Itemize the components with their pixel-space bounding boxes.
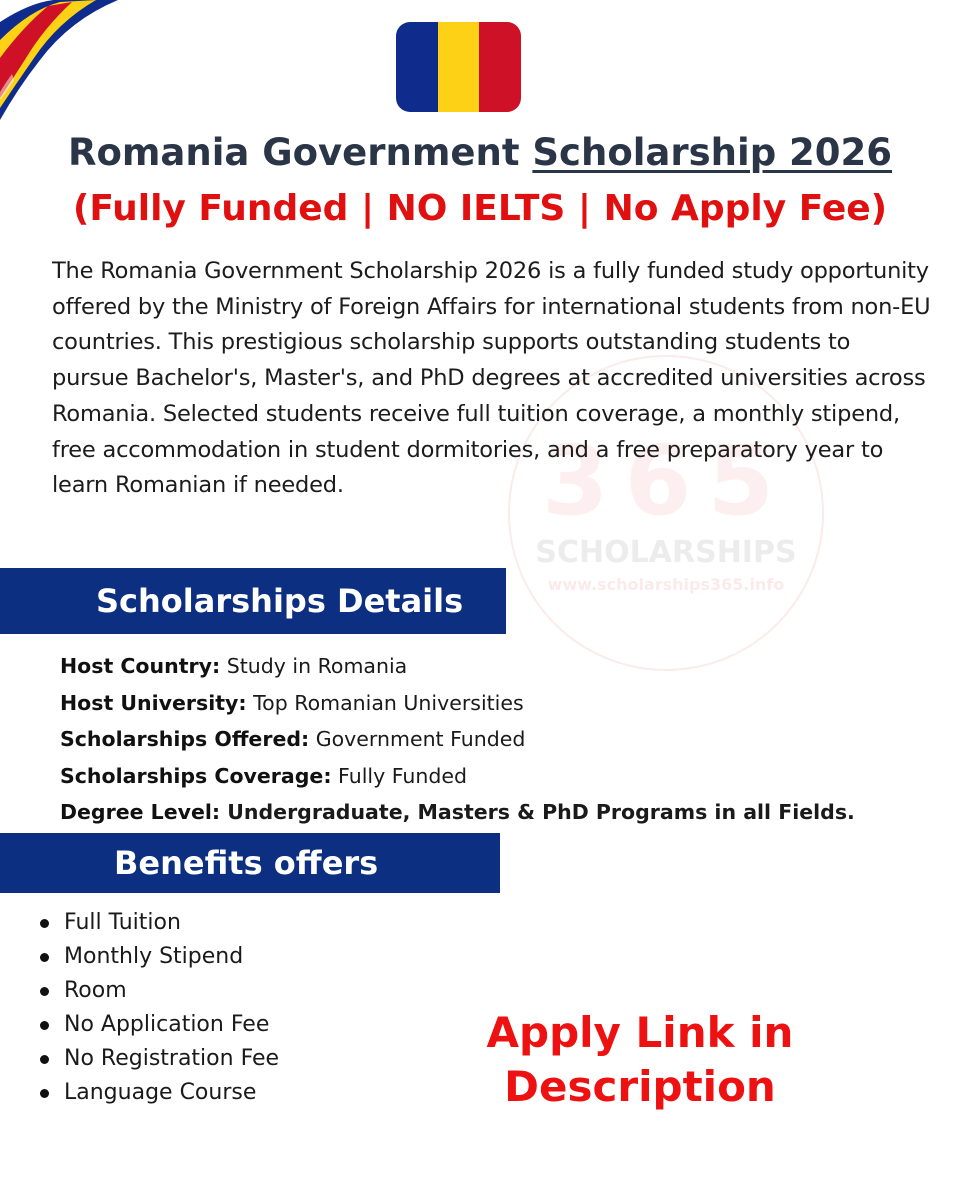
benefit-item: No Application Fee [36,1008,279,1042]
detail-label: Host University: [60,690,247,715]
details-list [60,648,940,831]
detail-value: Fully Funded [331,763,468,788]
benefit-item: Language Course [36,1076,279,1110]
detail-value: Study in Romania [220,654,408,678]
detail-label: Scholarships Coverage: [60,763,332,788]
detail-degree-level [60,794,940,831]
apply-line-1: Apply Link in [486,1008,794,1057]
watermark-number: 365 [541,425,791,537]
flag-blue-stripe [396,22,438,112]
apply-call-to-action [470,1006,810,1114]
flag-ribbon-decoration [0,0,130,130]
detail-host-university [60,685,940,722]
detail-host-country [60,648,940,685]
flag-red-stripe [479,22,521,112]
benefit-item: No Registration Fee [36,1042,279,1076]
detail-scholarships-offered [60,721,940,758]
page-title [0,128,960,178]
romania-flag-icon [396,22,521,112]
benefit-item: Full Tuition [36,906,279,940]
intro-paragraph: The Romania Government Scholarship 2026 is a fully funded study opportunity offered by the Ministry of Foreign Affairs for international students from non-EU countries. This prestigious scholarship supports outstanding students to pursue Bachelor's, Master's, and PhD degrees at accredited universities across Romania. Selected students receive full tuition coverage, a monthly stipend, free accommodation in student dormitories, and a free preparatory year to learn Romanian if needed. [52,258,931,499]
watermark-word: SCHOLARSHIPS [535,535,797,570]
detail-value: Undergraduate, Masters & PhD Programs in all Fields. [220,800,855,824]
benefit-item: Room [36,974,279,1008]
detail-label: Host Country: [60,654,221,678]
detail-value: Top Romanian Universities [246,690,524,715]
detail-value: Government Funded [309,727,526,751]
page-subtitle: (Fully Funded | NO IELTS | No Apply Fee) [72,188,888,229]
title-plain: Romania Government [67,131,533,174]
benefit-item: Monthly Stipend [36,940,279,974]
title-underlined: Scholarship 2026 [532,131,893,174]
watermark-url: www.scholarships365.info [547,575,785,594]
detail-scholarships-coverage [60,758,940,795]
flag-yellow-stripe [438,22,480,112]
benefits-list [36,906,279,1110]
detail-label: Degree Level: [60,800,221,824]
detail-label: Scholarships Offered: [60,727,310,751]
details-heading: Scholarships Details [0,568,506,634]
benefits-heading: Benefits offers [0,833,500,893]
apply-line-2: Description [504,1062,776,1111]
